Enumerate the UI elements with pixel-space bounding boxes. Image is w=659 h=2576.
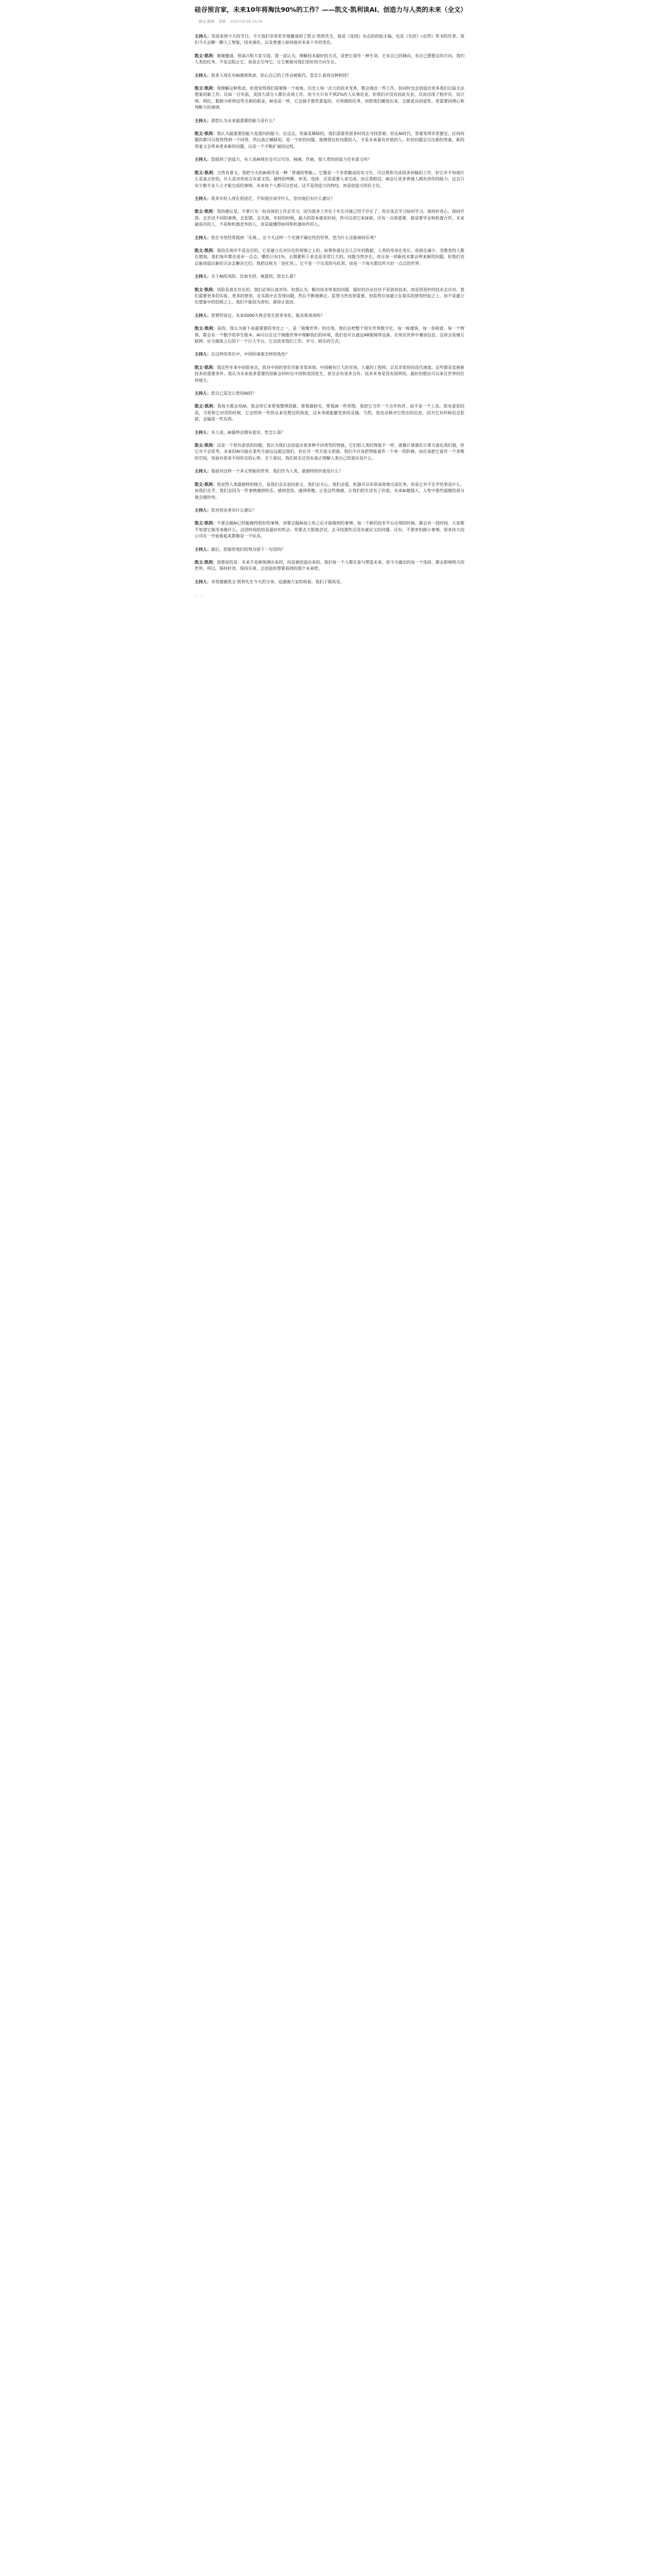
article-paragraph: [195, 157, 464, 163]
article-paragraph: [195, 520, 464, 539]
publish-time: 2024-04-28 18:08: [230, 20, 263, 24]
paragraph-text: 我认为最重要的能力是提问的能力。在过去，答案是稀缺的，我们需要花很多时间去寻找答案；但在AI时代，答案变得非常便宜，任何问题你都可以很快得到一个回答。所以真正稀缺的，是一个好的问题。能够提出好问题的人，才是未来最有价值的人。好的问题会引出新的答案，新的答案又会带来更多新的问题，这是一个不断扩展的过程。: [195, 131, 465, 149]
article-paragraph: [195, 403, 464, 422]
article-paragraph: [195, 560, 464, 572]
article-paragraph: [195, 326, 464, 345]
paragraph-text: 您自己是怎么使用AI的？: [211, 391, 256, 396]
publisher-link[interactable]: 书单: [218, 20, 226, 24]
paragraph-text: 在这样的变化中，中国扮演着怎样的角色？: [211, 352, 289, 357]
article-paragraph: [195, 196, 464, 202]
speaker-label: 主持人：: [195, 274, 211, 279]
article-meta: [195, 19, 464, 24]
article-paragraph: [195, 592, 464, 598]
speaker-label: 凯文·凯利：: [195, 482, 217, 487]
article-paragraph: [195, 170, 464, 189]
speaker-label: 凯文·凯利：: [195, 521, 217, 526]
paragraph-text: 我的乐观并不是盲目的，它是建立在对历史的观察之上的。如果你看过去几百年的数据，人类的寿命在变长，贫困在减少，受教育的人数在增加，我们每年都在进步一点点，哪怕只有1%，长期累积下来也是非常巨大的。问题当然存在，而且每一项新技术都会带来新的问题，但我们也总能创造出新的方法去解决它们。我把这称为「进托邦」，它不是一个完美的乌托邦，而是一个每天都比昨天好一点点的世界。: [195, 248, 464, 266]
paragraph-text: 最后，您能给我们的观众留下一句话吗？: [211, 547, 285, 552]
speaker-label: 主持人：: [195, 547, 211, 552]
article-paragraph: [195, 248, 464, 267]
speaker-label: 凯文·凯利：: [195, 287, 217, 292]
speaker-label: 主持人：: [195, 34, 212, 39]
paragraph-text: 很多年轻人现在很迷茫，不知道应该学什么，您对他们有什么建议？: [211, 196, 335, 201]
article-paragraph: [195, 430, 464, 436]
article-paragraph: [195, 507, 464, 514]
speaker-label: 主持人：: [195, 157, 211, 162]
speaker-label: 主持人：: [195, 118, 211, 123]
paragraph-text: 我觉得人类最独特的地方，是我们会去追问意义，我们会关心，我们会爱。机器可以非常高效地完成任务，但是它并不在乎结果是什么。而我们在乎，我们会因为一件事情感到快乐、感到悲伤、感到骄傲。正是这些情感，让我们的生活有了价值。未来AI越强大，人性中那些温暖的部分就会越珍贵。: [195, 482, 464, 500]
article-paragraph: [195, 313, 464, 319]
article-title: 硅谷预言家，未来10年将淘汰90%的工作？——凯文·凯利谈AI、创造力与人类的未来（全文）: [195, 6, 467, 13]
article-paragraph: [195, 118, 464, 124]
speaker-label: 主持人：: [195, 579, 211, 584]
article-paragraph: [195, 468, 464, 474]
article-paragraph: [195, 33, 464, 46]
article-paragraph: [195, 391, 464, 397]
paragraph-text: 有人说，AI最终会拥有意识，您怎么看？: [211, 430, 285, 435]
speaker-label: 主持人：: [195, 430, 211, 435]
speaker-label: 凯文·凯利：: [195, 209, 217, 214]
paragraph-text: 谢谢邀请，很高兴和大家交流。我一直认为，理解技术最好的方式，是把它看作一种生命，它有自己的倾向，有自己想要去的方向。我们人类的任务，不是去阻止它，而是去引导它，让它朝着对我们更好的方向生长。: [195, 53, 464, 65]
speaker-label: 主持人：: [195, 391, 211, 396]
paragraph-text: 您对创业者有什么建议？: [211, 507, 256, 513]
author-link[interactable]: 凯文·凯利: [199, 20, 215, 24]
speaker-label: 凯文·凯利：: [195, 560, 217, 565]
article-paragraph: [195, 53, 464, 66]
speaker-label: 凯文·凯利：: [195, 404, 217, 409]
speaker-label: 主持人：: [195, 352, 211, 357]
paragraph-text: 这是一个很有意思的问题。我认为我们会创造出很多种不同类型的智能，它们和人类的智能不一样，就像计算器在计算方面比我们强，但它并不会思考。未来的AI可能在某些方面远远超过我们，但在另一些方面又很弱。我们不应该把智能看作一个单一的阶梯，而应该把它看作一个多维的空间，里面有很多不同形态的心智。至于意识，我们甚至还没有真正理解人类自己的意识是什么。: [195, 443, 464, 461]
speaker-label: 凯文·凯利：: [195, 248, 217, 253]
paragraph-text: 风险是真实存在的，我们必须认真对待。但我认为，解决技术带来的问题，最好的办法往往不是放弃技术，而是用更好的技术去应对。我们需要更多的实验、更多的使用，在实践中去发现问题，然后不断地修正。监管当然也很重要，但监管应该建立在真实的使用经验之上，而不是建立在想象中的恐惧之上。我们不能因为害怕，就停止前进。: [195, 287, 464, 305]
paragraph-text: 您提到了创造力，有人说AI现在也可以写诗、画画、作曲，那人类的创造力还有意义吗？: [211, 157, 372, 162]
article-paragraph: [195, 547, 464, 553]
paragraph-text: 不要去做AI已经能做得很好的事情，而要去做AI加上你之后才能做到的事情。每一个新的技术平台出现的时候，都会有一段时间，大家都不知道它能用来做什么。这段时间恰恰是最好的机会。你要去大胆地尝试，去寻找那些还没有被定义的问题。还有，不要害怕做小事情，很多伟大的公司在一开始看起来都像是一个玩具。: [195, 521, 464, 539]
speaker-label: 主持人：: [195, 196, 211, 201]
article-paragraph: [195, 287, 464, 306]
paragraph-text: 我的建议是，不要只为一份具体的工作去学习，因为很多工作在十年后可能已经不存在了。你应该去学习如何学习，保持好奇心，保持开放。去尝试不同的事情，去犯错，去失败。年轻的时候，最大的资本就是时间，你可以用它来探索。还有一点很重要，就是要学会和机器合作。未来最成功的人，不是和机器竞争的人，而是最懂得如何和机器协作的人。: [195, 209, 464, 227]
paragraph-text: 我理解这种焦虑，但我觉得我们需要换一个视角。历史上每一次大的技术变革，都会淘汰一些工作，但同时也会创造出更多我们以前无法想象的新工作。比如一百年前，美国大部分人都在农场工作，而今天只有不到2%的人从事农业，但我们并没有因此失业，反而出现了程序员、设计师、网红、数据分析师这些全新的职业。AI也是一样，它会接手那些重复的、可预测的任务，而把我们解放出来，去做更具创造性、更需要同理心和判断力的事情。: [195, 86, 464, 110]
paragraph-text: 当然有意义。我把今天的AI看作是一种「普通的智能」，它像是一个非常勤奋的实习生，可以帮你完成很多初稿的工作，但它并不知道什么是真正好的，什么是对你而言有意义的。最终的判断、审美、选择，还是需要人来完成。而且我相信，AI会让更多普通人拥有创作的能力，过去只有少数专业人士才能完成的事情，未来每个人都可以尝试。这不是创造力的终结，而是创造力的民主化。: [195, 170, 464, 188]
speaker-label: 凯文·凯利：: [195, 326, 217, 331]
paragraph-text: 我想说的是：未来不是被预测出来的，而是被创造出来的。我们每一个人都在参与塑造未来，你今天做出的每一个选择，都会影响明天的世界。所以，保持好奇，保持乐观，去创造你想要看到的那个未来吧。: [195, 560, 464, 571]
article-paragraph: [195, 365, 464, 384]
paragraph-text: 那面对这样一个多元智能的世界，我们作为人类，最独特的价值是什么？: [211, 469, 343, 474]
speaker-label: 凯文·凯利：: [195, 86, 217, 91]
truncation-marker: ……: [195, 592, 205, 598]
paragraph-text: 很多人现在对AI感到焦虑，担心自己的工作会被取代。您怎么看待这种担忧？: [211, 73, 351, 78]
article-paragraph: [195, 482, 464, 501]
article-paragraph: [195, 235, 464, 241]
paragraph-text: 欢迎来到今天的节目。今天我们非常荣幸地邀请到了凯文·凯利先生，他是《连线》杂志的创始主编，也是《失控》《必然》等书的作者。我们今天会聊一聊人工智能、技术演化、以及普通人如何面对未来十年的变化。: [195, 34, 464, 45]
article-paragraph: [195, 579, 464, 585]
article-paragraph: [195, 209, 464, 228]
paragraph-text: 您曾经说过，未来5000天将会发生很多变化，能具体谈谈吗？: [211, 313, 325, 318]
speaker-label: 凯文·凯利：: [195, 443, 217, 448]
paragraph-text: 非常感谢凯文·凯利先生今天的分享，也感谢大家的收看。我们下期再见。: [211, 579, 344, 584]
paragraph-text: 是的，我认为接下来最重要的变化之一，是「镜像世界」的出现。我们会把整个现实世界数字化，每一栋建筑、每一条街道、每一个物体，都会有一个数字的孪生版本。AI可以在这个镜像世界中理解我们的环境，我们也可以通过AR眼镜等设备，在现实世界中叠加信息。这将会是继互联网、社交媒体之后的下一个巨大平台，它会改变我们工作、学习、娱乐的方式。: [195, 326, 464, 344]
paragraph-text: 您在书里经常提到「乐观」，在今天这样一个充满不确定性的世界，您为什么还能保持乐观？: [211, 235, 378, 240]
paragraph-text: 我这些年来中国很多次，我对中国的变化印象非常深刻。中国拥有巨大的市场、大量的工程师，以及非常快的迭代速度，这些都是发展新技术的重要条件。我认为未来很多重要的创新会同时在中国和美国发生，甚至会有更多合作。技术本身是没有国界的，最好的想法可以来自世界的任何地方。: [195, 365, 464, 383]
article-paragraph: [195, 351, 464, 358]
article: [195, 0, 467, 605]
speaker-label: 主持人：: [195, 469, 211, 474]
article-paragraph: [195, 73, 464, 79]
article-body: [195, 33, 464, 599]
article-paragraph: [195, 274, 464, 280]
speaker-label: 凯文·凯利：: [195, 365, 217, 370]
article-paragraph: [195, 86, 464, 111]
paragraph-text: 那您认为未来最重要的能力是什么？: [211, 118, 277, 123]
paragraph-text: 我每天都会用AI。我会用它来帮我整理思路，帮我做研究，帮我画一些草图。我把它当作一个合作伙伴，而不是一个工具。很有意思的是，当你和它对话的时候，它会给你一些你从来没想过的角度，这本身就能激发你的灵感。当然，我也会核对它给出的信息，因为它有时候也会犯错，会编造一些东西。: [195, 404, 465, 422]
speaker-label: 主持人：: [195, 313, 211, 318]
speaker-label: 凯文·凯利：: [195, 53, 217, 58]
article-paragraph: [195, 443, 464, 462]
speaker-label: 主持人：: [195, 73, 211, 78]
speaker-label: 主持人：: [195, 235, 211, 240]
speaker-label: 凯文·凯利：: [195, 131, 217, 137]
paragraph-text: 关于AI的风险，比如失控、被滥用，您怎么看？: [211, 274, 298, 279]
article-paragraph: [195, 131, 464, 150]
speaker-label: 凯文·凯利：: [195, 170, 217, 175]
speaker-label: 主持人：: [195, 507, 211, 513]
